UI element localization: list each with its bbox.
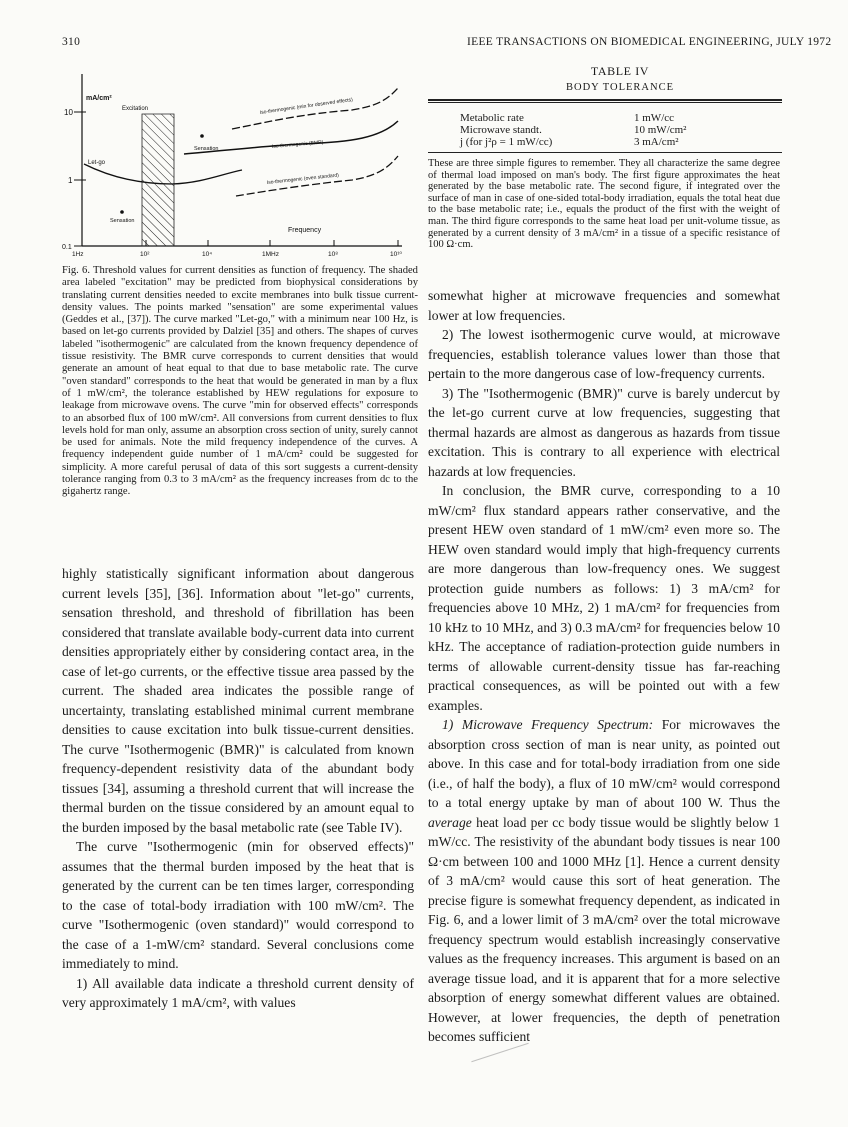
table-cell-label: Microwave standt. [460, 124, 542, 136]
left-column [62, 564, 414, 1013]
sensation-label-lower: Sensation [110, 218, 135, 224]
table-cell-label: j (for j²ρ = 1 mW/cc) [460, 136, 553, 148]
paragraph: 2) The lowest isothermogenic curve would, at microwave frequencies, establish tolerance values lower than those that pertain to the more dangerous case of low-frequency currents. [428, 327, 780, 381]
table-cell-label: Metabolic rate [460, 112, 524, 124]
emphasis: average [428, 814, 472, 830]
caption-label: Fig. 6. [62, 265, 90, 276]
table-row [460, 136, 780, 148]
paragraph: The curve "Isothermogenic (min for observed effects)" assumes that the thermal burden imposed by the heat that is generated by the current can be ten times larger, corresponding to the case of total-body irradiation with 100 mW/cm². The curve "Isothermogenic (oven standard)" would correspond to the case of a 1-mW/cm² standard. Several conclusions come immediately to mind. [62, 839, 414, 971]
sensation-point-lower [120, 210, 124, 214]
excitation-label: Excitation [122, 106, 149, 112]
x-tick-1hz: 1Hz [72, 251, 84, 258]
table-note: These are three simple figures to remember. They all characterize the same degree of thermal load imposed on man's body. The first figure approximates the heat generated by the base metabolic rate. The second figure, if integrated over the surface of man in case of one-sided total-body irradiation, equals the total heat due to the base metabolic rate; i.e., equals the product of the first with the weight of man. The third figure corresponds to the same heat load per unit-volume tissue, as generated by a current density of 3 mA/cm² in a tissue of a specific resistance of 100 Ω·cm. [428, 158, 780, 251]
y-tick-1: 1 [68, 176, 73, 185]
caption-text: Threshold values for current densities as function of frequency. The shaded area labeled "excitation" may be predicted from biophysical considerations by translating current densities needed to excite membranes into bulk tissue current-density values. The points marked "sensation" are some experimental values (Geddes et al., [37]). The curve marked "Let-go," with a minimum near 100 Hz, is based on let-go currents provided by Dalziel [35] and others. The shapes of curves labeled "isothermogenic" are calculated from the known frequency dependence of tissue resistivity. The BMR curve corresponds to current densities that would generate an amount of heat equal to that due to base metabolic rate. The curve "oven standard" corresponds to the heat that would be generated in man by a flux of 1 mW/cm², the tolerance established by HEW regulations for exposure to leakage from microwave ovens. The curve "min for observed effects" corresponds to an absorbed flux of 100 mW/cm². All conversions from current densities to flux levels hold for man only, assume an absorption cross section of unity, surely cannot be used for animals. Note the mild frequency independence of the curves. A frequency independent guide number of 1 mA/cm² could be suggested for simplicity. A more careful perusal of data of this sort suggests a current-density tolerance ranging from 0.3 to 3 mA/cm² as the frequency increases from dc to the gigahertz range. [62, 265, 418, 498]
figure-6 [62, 66, 412, 262]
table-cell-value: 3 mA/cm² [634, 136, 679, 148]
iso-bmr-label: Iso-thermogenic (BMR) [271, 139, 324, 150]
paragraph-text: For microwaves the absorption cross section of man is near unity, as pointed out above. In this case and for total-body irradiation from one side (i.e., of half the body), a flux of 10 mW/cm² would correspond to a total energy uptake by man of about 100 W. Thus the [428, 717, 780, 810]
x-tick-10-2: 10² [140, 251, 150, 258]
y-unit-label: mA/cm² [86, 95, 112, 102]
table-number: TABLE IV [590, 64, 650, 78]
x-tick-1mhz: 1MHz [262, 251, 279, 258]
sensation-point-upper [200, 134, 204, 138]
journal-header: IEEE TRANSACTIONS ON BIOMEDICAL ENGINEERING, JULY 1972 [467, 36, 832, 48]
let-go-label: Let-go [88, 160, 106, 166]
paragraph: somewhat higher at microwave frequencies and somewhat lower at low frequencies. [428, 288, 780, 323]
section-heading: 1) Microwave Frequency Spectrum: [442, 717, 654, 732]
iso-observed-label: Iso-thermogenic (min for observed effects) [259, 96, 354, 116]
paragraph-text: heat load per cc body tissue would be slightly below 1 mW/cc. The resistivity of the abundant body tissues is near 100 Ω·cm between 100 and 1000 MHz [1]. Hence a current density of 3 mA/cm² would cause this sort of heat generation. The precise figure is somewhat frequency dependent, as indicated in Fig. 6, and a lower limit of 3 mA/cm² over the total microwave frequency spectrum would establish increasingly conservative values as the frequency increases. This argument is based on an average tissue load, and it is apparent that for a more selective absorption of energy somewhat different values are obtained. However, at lower frequencies, the depth of penetration becomes sufficient [428, 814, 780, 1044]
paragraph: In conclusion, the BMR curve, corresponding to a 10 mW/cm² flux standard appears rather conservative, and the present HEW oven standard of 1 mW/cm² even more so. The HEW oven standard would imply that high-frequency currents are more dangerous than low-frequency ones. We suggest protection guide numbers as follows: 1) 3 mA/cm² for frequencies above 10 MHz, 2) 1 mA/cm² for frequencies from 10 kHz to 10 MHz, and 3) 0.3 mA/cm² for frequencies below 10 kHz. The acceptance of radiation-protection guide numbers in terms of allowable current-density tissue has far-reaching practical consequences, as will be pointed out with a few examples. [428, 483, 780, 713]
table-cell-value: 1 mW/cc [634, 112, 675, 124]
x-tick-10-8: 10⁸ [328, 251, 338, 258]
table-title: BODY TOLERANCE [565, 82, 675, 93]
table-rule-top-thin [428, 102, 782, 103]
sensation-label-upper: Sensation [194, 146, 219, 152]
y-tick-0.1: 0.1 [62, 244, 72, 251]
paragraph [428, 715, 780, 1047]
iso-oven-label: Iso-thermogenic (oven standard) [266, 172, 340, 186]
excitation-band [142, 114, 174, 246]
figure-caption [62, 265, 418, 499]
paragraph: 3) The "Isothermogenic (BMR)" curve is barely undercut by the let-go current curve at low frequencies, suggesting that thermal hazards are almost as dangerous as hazards from tissue excitation. This is contrary to all experience with electrical hazards at low frequencies. [428, 385, 780, 479]
x-tick-10-4: 10⁴ [202, 251, 213, 258]
x-tick-10-10: 10¹⁰ [390, 251, 403, 258]
paragraph: 1) All available data indicate a threshold current density of very approximately 1 mA/cm², with values [62, 975, 414, 1010]
table-rule-top [428, 99, 782, 101]
x-axis-label: Frequency [288, 227, 322, 234]
y-tick-10: 10 [64, 108, 73, 117]
table-cell-value: 10 mW/cm² [634, 124, 687, 136]
iso-observed-curve [232, 88, 398, 129]
right-column [428, 286, 780, 1047]
paragraph: highly statistically significant information about dangerous current levels [35], [36]. Information about "let-go" currents, sensation threshold, and threshold of fibrillation has been considered that translate available body-current data into current densities appropriately either by considering contact area, in the case of let-go currents, or the effective tissue area passed by the current. The shaded area indicates the possible range of uncertainty, translating established minimal current membrane densities to cause excitation into bulk tissue-current densities. The curve "Isothermogenic (BMR)" is calculated from known frequency-dependent resistivity data of the abundant body tissues [34], assuming a threshold current that will increase the thermal burden on the tissue considered by an amount equal to the burden imposed by the basal metabolic rate (see Table IV). [62, 566, 414, 835]
table-row [460, 112, 780, 124]
table-row [460, 124, 780, 136]
page-number: 310 [62, 36, 81, 48]
table-rule-bottom [428, 152, 782, 153]
